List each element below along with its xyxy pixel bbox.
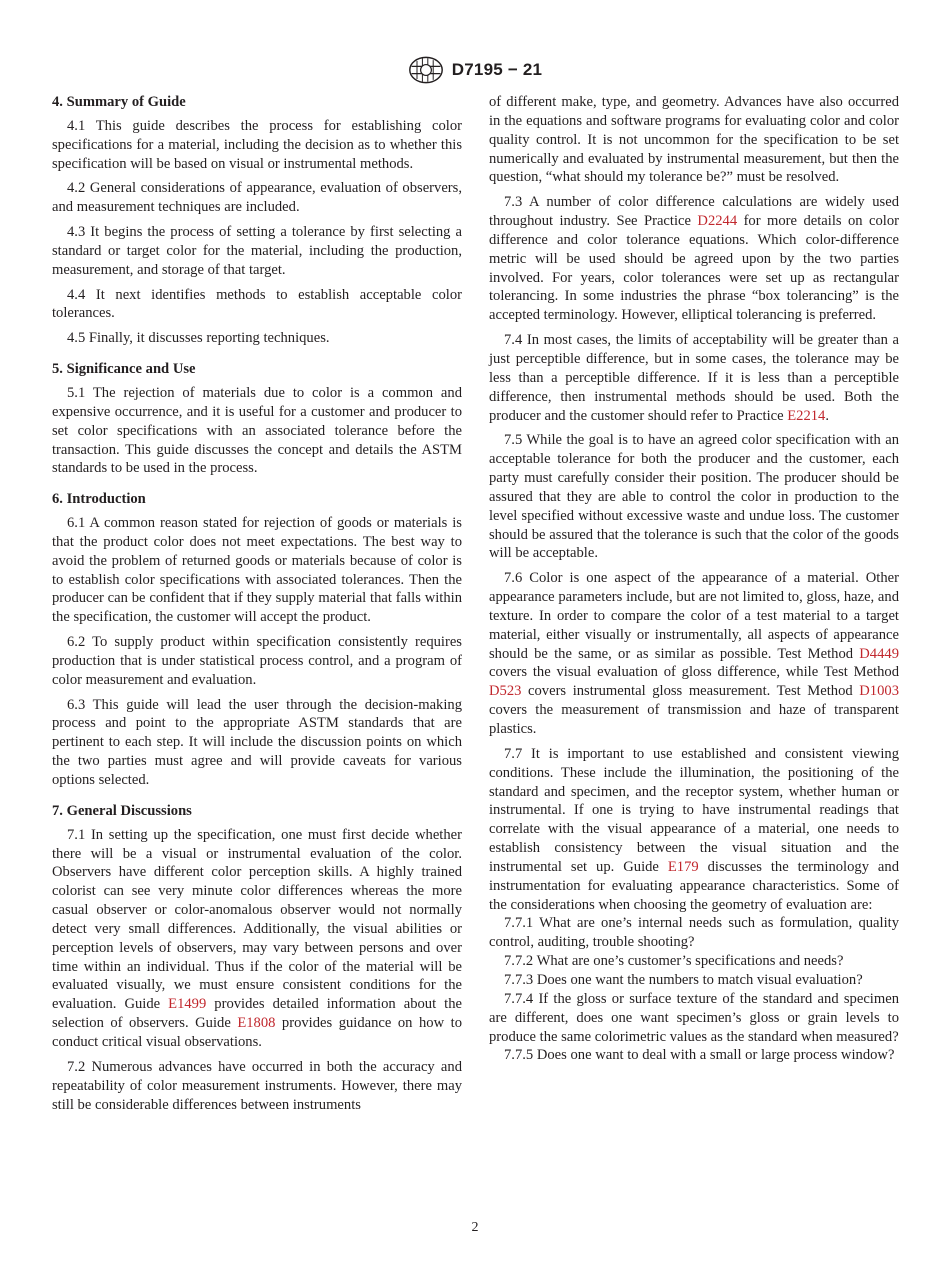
paragraph-7-6: 7.6 Color is one aspect of the appearance of a material. Other appearance parameters include, but are not limited to, gloss, haze, and texture. In order to compare the color of a test material to a target material, either visually or instrumentally, all aspects of appearance should be the same, or as similar as possible. Test Method D4449 covers the visual evaluation of gloss difference, while Test Method D523 covers instrumental gloss measurement. Test Method D1003 covers the measurement of transmission and haze of transparent plastics.	[489, 570, 899, 737]
link-d2244[interactable]: D2244	[697, 213, 738, 230]
left-column	[52, 93, 462, 1114]
paragraph-7-7-2: 7.7.2 What are one’s customer’s specifications and needs?	[504, 953, 844, 970]
paragraph-7-3: 7.3 A number of color difference calculations are widely used throughout industry. See Practice D2244 for more details on color difference and color tolerance equations. Which color-difference metric will be used should be agreed upon by the two parties involved. For years, color tolerances were set up as rectangular tolerancing. In some industries the phrase “box tolerancing” is the accepted terminology. However, elliptical tolerancing is preferred.	[489, 194, 900, 324]
link-e2214[interactable]: E2214	[787, 407, 826, 424]
paragraph-7-1: 7.1 In setting up the specification, one must first decide whether there will be a visual or instrumental evaluation of the color. Observers have different color perception skills. A highly trained colorist can see very minute color differences whereas the more casual observer or color-anomalous observer would not normally detect very small differences. Additionally, the visual abilities or perception levels of observers, may vary between persons and over time within an individual. Thus if the color of the material will be evaluated visually, we must ensure consistent conditions for the evaluation. Guide E1499 provides detailed information about the selection of observers. Guide E1808 provides guidance on how to conduct critical visual observations.	[52, 826, 462, 1050]
link-d1003[interactable]: D1003	[859, 683, 899, 700]
astm-logo-icon	[408, 55, 444, 85]
link-e1808[interactable]: E1808	[237, 1015, 276, 1032]
page-header	[0, 54, 950, 86]
paragraph-7-5: 7.5 While the goal is to have an agreed color specification with an acceptable tolerance for both the producer and the customer, each party must carefully consider their position. The producer should be assured that they are able to control the color in production to the level specified without excessive waste and undue loss. The customer should be assured that the tolerance is such that the color of the goods will be acceptable.	[489, 432, 899, 562]
paragraph-6-1: 6.1 A common reason stated for rejection of goods or materials is that the product color does not meet expectations. The best way to avoid the problem of returned goods or materials because of color is to establish color specifications with associated tolerances. Then the producer can be confident that if they supply material that falls within the specification, the customer will accept the product.	[52, 515, 462, 626]
paragraph-7-7-3: 7.7.3 Does one want the numbers to match visual evaluation?	[504, 971, 863, 988]
paragraph-4-5: 4.5 Finally, it discusses reporting techniques.	[67, 330, 330, 347]
right-column	[489, 93, 899, 1065]
link-d4449[interactable]: D4449	[859, 645, 899, 662]
paragraph-7-7-5: 7.7.5 Does one want to deal with a small or large process window?	[504, 1047, 895, 1064]
section-4-heading: 4. Summary of Guide	[52, 94, 186, 110]
section-5-heading: 5. Significance and Use	[52, 361, 196, 378]
paragraph-6-3: 6.3 This guide will lead the user through the decision-making process and point to the appropriate ASTM standards that are pertinent to each step. It will include the discussion points on which the two parties must agree and will provide caveats for various options selected.	[52, 696, 462, 788]
paragraph-7-7-4: 7.7.4 If the gloss or surface texture of the standard and specimen are different, does one want specimen’s gloss or grain levels to produce the same colorimetric values as the standard when measured?	[489, 990, 899, 1045]
paragraph-4-4: 4.4 It next identifies methods to establish acceptable color tolerances.	[52, 286, 462, 322]
link-e179[interactable]: E179	[667, 858, 699, 875]
section-6-heading: 6. Introduction	[52, 491, 146, 508]
link-d523[interactable]: D523	[489, 683, 522, 700]
link-e1499[interactable]: E1499	[168, 996, 207, 1013]
page-number: 2	[471, 1220, 479, 1235]
paragraph-6-2: 6.2 To supply product within specification consistently requires production that is under statistical process control, and a program of color measurement and evaluation.	[52, 634, 462, 688]
paragraph-7-7: 7.7 It is important to use established and consistent viewing conditions. These include the illumination, the positioning of the standard and specimen, and the receptor system, whether human or instrumental. If one is trying to have instrumental readings that correlate with the visual appearance of a material, one needs to establish consistency between the visual situation and the instrumental set up. Guide E179 discusses the terminology and instrumentation for evaluating appearance characteristics. Some of the considerations when choosing the geometry of evaluation are:	[489, 745, 900, 913]
paragraph-4-2: 4.2 General considerations of appearance, evaluation of observers, and measurement techniques are included.	[52, 180, 462, 216]
paragraph-4-3: 4.3 It begins the process of setting a tolerance by first selecting a standard or target color for the material, including the production, measurement, and storage of that target.	[52, 224, 462, 278]
paragraph-7-7-1: 7.7.1 What are one’s internal needs such as formulation, quality control, auditing, trouble shooting?	[489, 915, 899, 951]
paragraph-5-1: 5.1 The rejection of materials due to color is a common and expensive occurrence, and it is useful for a customer and producer to set color specifications with an associated tolerance before the transaction. This guide discusses the concept and details the ASTM standards to be used in the process.	[52, 384, 462, 477]
paragraph-7-2-continued: of different make, type, and geometry. Advances have also occurred in the equations and software programs for evaluating color and color quality control. It is not uncommon for the specification to be set numerically and evaluated by instrumental measurement, but then the question, “what should my tolerance be?” must be resolved.	[489, 94, 899, 186]
paragraph-7-4: 7.4 In most cases, the limits of acceptability will be greater than a just perceptible difference, but in some cases, the tolerance may be less than a perceptible difference. If it is less than a perceptible difference, then instrumental methods should be used. Both the producer and the customer should refer to Practice E2214.	[489, 332, 899, 424]
section-7-heading: 7. General Discussions	[52, 802, 192, 819]
paragraph-4-1: 4.1 This guide describes the process for establishing color specifications for a material, including the decision as to whether this specification will be based on visual or instrumental methods.	[52, 117, 462, 172]
document-id: D7195 − 21	[451, 60, 543, 79]
paragraph-7-2-start: 7.2 Numerous advances have occurred in both the accuracy and repeatability of color measurement instruments. However, there may still be considerable differences between instruments	[52, 1058, 462, 1113]
